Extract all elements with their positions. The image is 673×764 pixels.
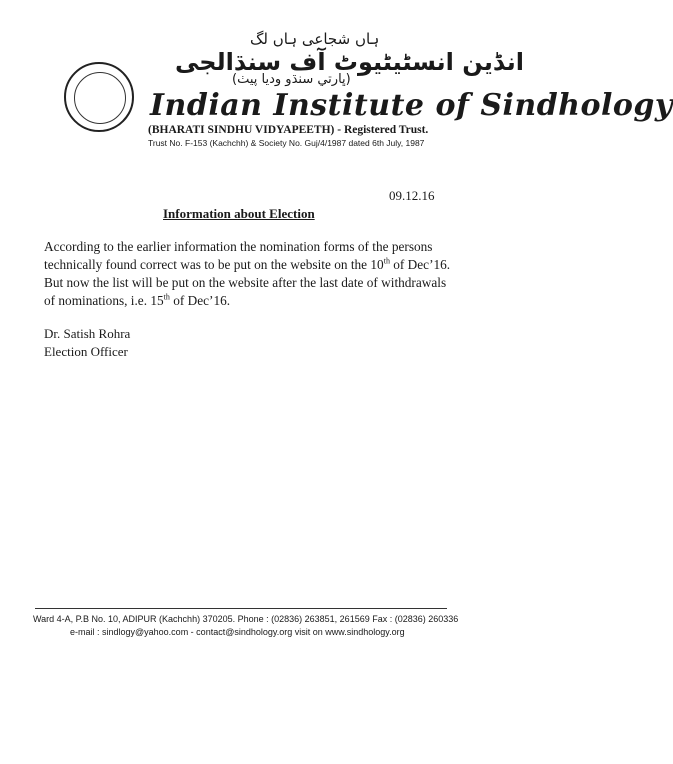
body-line-2 (44, 256, 499, 274)
footer-divider (35, 608, 447, 609)
letter-subject: Information about Election (163, 206, 315, 221)
urdu-motto-line: ہاں شجاعی ہاں لگ (250, 30, 380, 48)
institute-seal-logo (64, 62, 134, 132)
footer-address: Ward 4-A, P.B No. 10, ADIPUR (Kachchh) 370205. Phone : (02836) 263851, 261569 Fax : (02836) 260336 (33, 614, 459, 624)
body-line-4-end: of Dec’16. (169, 293, 231, 308)
body-line-4-text: of nominations, i.e. 15 (44, 293, 164, 308)
trust-registration-line: Trust No. F-153 (Kachchh) & Society No. Guj/4/1987 dated 6th July, 1987 (148, 138, 425, 148)
body-line-4 (44, 292, 499, 310)
letter-body (44, 238, 499, 310)
institute-name: Indian Institute of Sindhology (150, 88, 673, 123)
body-line-3: But now the list will be put on the website after the last date of withdrawals (44, 275, 447, 290)
seal-inner-ring (74, 72, 126, 124)
sindhi-subtitle: (ڀارتي سنڌو وديا پيٺ) (232, 72, 351, 87)
bharati-line: (BHARATI SINDHU VIDYAPEETH) - Registered Trust. (148, 124, 429, 136)
body-line-1: According to the earlier information the nomination forms of the persons (44, 239, 433, 254)
body-line-2-text: technically found correct was to be put on the website on the 10 (44, 257, 384, 272)
letter-date: 09.12.16 (389, 188, 435, 203)
footer-contact: e-mail : sindlogy@yahoo.com - contact@sindhology.org visit on www.sindhology.org (70, 627, 405, 637)
signer-title: Election Officer (44, 344, 128, 359)
urdu-institute-name: انڈین انسٹیٹیوٹ آف سنڌالجی (175, 48, 524, 76)
signer-name: Dr. Satish Rohra (44, 326, 131, 341)
ordinal-suffix: th (163, 292, 170, 302)
body-line-2-end: of Dec’16. (389, 257, 451, 272)
ordinal-suffix: th (383, 256, 390, 266)
